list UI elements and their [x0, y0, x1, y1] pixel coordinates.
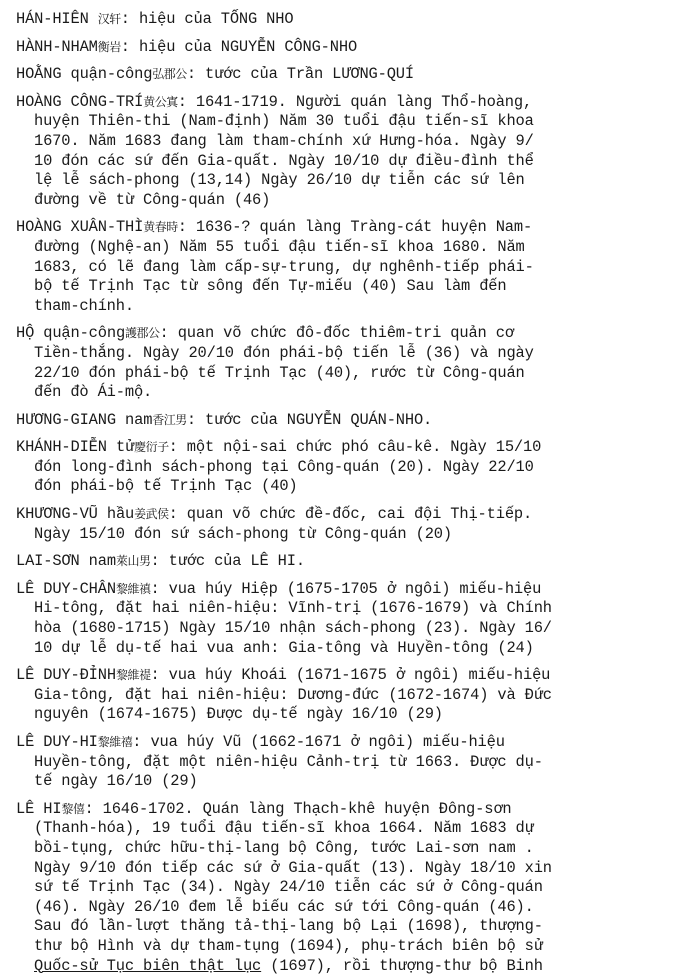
text-segment: 1670. Năm 1683 đang làm tham-chính xứ Hưng-hóa. Ngày 9/	[34, 131, 534, 150]
entry-text-line	[16, 957, 690, 976]
text-segment: : tước của NGUYỄN QUÁN-NHO.	[186, 410, 433, 429]
entry-headline	[16, 218, 690, 238]
text-segment: : vua húy Khoái (1671-1675 ở ngôi) miếu-hiệu	[150, 666, 551, 685]
underlined-title: Quốc-sử Tục biên thật lục	[34, 956, 262, 975]
han-characters: 慶衍子	[134, 440, 169, 455]
text-segment: HƯƠNG-GIANG nam	[16, 410, 153, 429]
text-segment: tham-chính.	[34, 296, 134, 315]
text-segment: LAI-SƠN nam	[16, 552, 116, 571]
text-segment: Ngày 15/10 đón sứ sách-phong từ Công-quán (20)	[34, 524, 452, 543]
text-segment: : quan võ chức đô-đốc thiêm-tri quản cơ	[159, 324, 514, 343]
text-segment: HOẰNG quận-công	[16, 65, 153, 84]
text-segment: đón phái-bộ tế Trịnh Tạc (40)	[34, 477, 298, 496]
entry-text-line	[16, 277, 690, 297]
entry-headline	[16, 505, 690, 525]
entry-text-line	[16, 859, 690, 879]
entry-text-line	[16, 686, 690, 706]
glossary-entry	[16, 800, 690, 976]
glossary-entry	[16, 218, 690, 316]
text-segment: bộ tế Trịnh Tạc từ sông đến Tự-miếu (40) Sau làm đến	[34, 277, 507, 296]
entry-headline	[16, 10, 690, 30]
entry-text-line	[16, 917, 690, 937]
text-segment: 10 dự lễ dụ-tế hai vua anh: Gia-tông và Huyền-tông (24)	[34, 638, 534, 657]
text-segment: KHÁNH-DIỄN tử	[16, 438, 135, 457]
entry-text-line	[16, 639, 690, 659]
han-characters: 黎維禔	[115, 668, 151, 683]
entry-headline	[16, 438, 690, 458]
entry-text-line	[16, 238, 690, 258]
glossary-entry	[16, 65, 690, 85]
han-characters: 黄春時	[143, 220, 178, 235]
text-segment: LÊ DUY-ĐỈNH	[16, 666, 116, 685]
glossary-entry	[16, 324, 690, 402]
han-characters: 黎維禧	[97, 735, 133, 749]
text-segment: đường về từ Công-quán (46)	[34, 190, 271, 209]
entry-text-line	[16, 297, 690, 317]
entry-text-line	[16, 458, 690, 478]
han-characters: 萊山男	[115, 554, 151, 569]
text-segment: : 1636-? quán làng Tràng-cát huyện Nam-	[177, 218, 533, 237]
text-segment: KHƯƠNG-VŨ hầu	[16, 505, 135, 524]
han-characters: 汉轩	[97, 12, 121, 26]
entry-text-line	[16, 344, 690, 364]
han-characters: 黎僖	[61, 801, 85, 816]
text-segment: sứ tế Trịnh Tạc (34). Ngày 24/10 tiễn các sứ ở Công-quán	[34, 878, 543, 897]
text-segment: : 1646-1702. Quán làng Thạch-khê huyện Đông-sơn	[84, 799, 512, 818]
text-segment: Tiền-thắng. Ngày 20/10 đón phái-bộ tiến lễ (36) và ngày	[34, 343, 534, 362]
han-characters: 衡岩	[97, 39, 121, 54]
text-segment: LÊ DUY-HI	[16, 733, 98, 751]
entry-headline	[16, 324, 690, 344]
text-segment: : 1641-1719. Người quán làng Thổ-hoàng,	[177, 92, 533, 111]
entry-text-line	[16, 112, 690, 132]
entry-headline	[16, 411, 690, 431]
entry-headline	[16, 65, 690, 85]
text-segment: 10 đón các sứ đến Gia-quất. Ngày 10/10 dự điều-đình thể	[34, 151, 534, 170]
glossary-entry	[16, 93, 690, 211]
entry-text-line	[16, 898, 690, 918]
entry-headline	[16, 552, 690, 572]
text-segment: tế ngày 16/10 (29)	[34, 772, 198, 791]
text-segment: Sau đó lần-lượt thăng tả-thị-lang bộ Lại (1698), thượng-	[34, 917, 543, 936]
text-segment: (46). Ngày 26/10 đem lễ biếu các sứ tới Công-quán (46).	[34, 897, 534, 916]
text-segment: : một nội-sai chức phó câu-kê. Ngày 15/10	[168, 438, 542, 457]
glossary-entry	[16, 411, 690, 431]
entry-text-line	[16, 878, 690, 898]
entry-text-line	[16, 819, 690, 839]
entry-text-line	[16, 477, 690, 497]
text-segment: Huyền-tông, đặt một niên-hiệu Cảnh-trị từ 1663. Được dụ-	[34, 752, 543, 771]
glossary-entry	[16, 505, 690, 544]
text-segment: 1683, có lẽ đang làm cấp-sự-trung, dự nghênh-tiếp phái-	[34, 257, 534, 276]
glossary-entry	[16, 733, 690, 792]
text-segment: bồi-tụng, chức hữu-thị-lang bộ Công, tước Lai-sơn nam .	[34, 838, 534, 857]
glossary-entry	[16, 666, 690, 725]
text-segment: HÀNH-NHAM	[16, 37, 98, 56]
text-segment: HOÀNG XUÂN-THÌ	[16, 218, 144, 237]
text-segment: đón long-đình sách-phong tại Công-quán (20). Ngày 22/10	[34, 457, 534, 476]
han-characters: 護郡公	[125, 326, 160, 341]
text-segment: (Thanh-hóa), 19 tuổi đậu tiến-sĩ khoa 1664. Năm 1683 dự	[34, 819, 534, 838]
han-characters: 黎維禛	[115, 581, 151, 596]
entry-text-line	[16, 171, 690, 191]
text-segment: HỘ quận-công	[16, 324, 126, 343]
text-segment: 22/10 đón phái-bộ tế Trịnh Tạc (40), rước từ Công-quán	[34, 363, 525, 382]
entry-text-line	[16, 753, 690, 773]
entry-headline	[16, 666, 690, 686]
glossary-entry	[16, 438, 690, 497]
text-segment: : tước của LÊ HI.	[150, 552, 305, 571]
text-segment: : hiệu của NGUYỄN CÔNG-NHO	[120, 37, 358, 56]
text-segment: Ngày 9/10 đón tiếp các sứ ở Gia-quất (13). Ngày 18/10 xin	[34, 858, 552, 877]
han-characters: 黄公寘	[143, 94, 178, 109]
text-segment: : hiệu của TỐNG NHO	[120, 10, 294, 28]
text-segment: LÊ DUY-CHÂN	[16, 579, 116, 598]
han-characters: 姜武侯	[134, 507, 169, 522]
text-segment: đường (Nghệ-an) Năm 55 tuổi đậu tiến-sĩ khoa 1680. Năm	[34, 237, 525, 256]
glossary-entry	[16, 580, 690, 658]
glossary-entry	[16, 38, 690, 58]
entry-text-line	[16, 705, 690, 725]
text-segment: Gia-tông, đặt hai niên-hiệu: Dương-đức (1672-1674) và Đức	[34, 685, 552, 704]
entry-text-line	[16, 191, 690, 211]
glossary-entry	[16, 10, 690, 30]
entry-text-line	[16, 152, 690, 172]
han-characters: 弘郡公	[152, 67, 187, 82]
entry-text-line	[16, 364, 690, 384]
glossary-entry	[16, 552, 690, 572]
text-segment: nguyên (1674-1675) Được dụ-tế ngày 16/10 (29)	[34, 705, 443, 724]
entry-text-line	[16, 839, 690, 859]
text-segment: lệ lễ sách-phong (13,14) Ngày 26/10 dự tiễn các sứ lên	[34, 171, 525, 190]
text-segment: HÁN-HIÊN	[16, 10, 98, 28]
text-segment: Hi-tông, đặt hai niên-hiệu: Vĩnh-trị (1676-1679) và Chính	[34, 599, 552, 618]
text-segment: huyện Thiên-thi (Nam-định) Năm 30 tuổi đậu tiến-sĩ khoa	[34, 112, 534, 131]
entry-text-line	[16, 525, 690, 545]
text-segment: : vua húy Hiệp (1675-1705 ở ngôi) miếu-hiệu	[150, 579, 542, 598]
han-characters: 香江男	[152, 412, 187, 427]
text-segment: HOÀNG CÔNG-TRÍ	[16, 92, 144, 111]
entry-text-line	[16, 258, 690, 278]
text-segment: : vua húy Vũ (1662-1671 ở ngôi) miếu-hiệu	[132, 733, 505, 751]
entry-headline	[16, 580, 690, 600]
text-segment: : tước của Trần LƯƠNG-QUÍ	[186, 65, 414, 84]
text-segment: hòa (1680-1715) Ngày 15/10 nhận sách-phong (23). Ngày 16/	[34, 619, 552, 638]
entry-text-line	[16, 599, 690, 619]
entry-text-line	[16, 937, 690, 957]
text-segment: : quan võ chức đề-đốc, cai đội Thị-tiếp.	[168, 505, 533, 524]
text-segment: LÊ HI	[16, 799, 62, 818]
text-segment: thư bộ Hình và dự tham-tụng (1694), phụ-trách biên bộ sử	[34, 936, 543, 955]
entry-text-line	[16, 132, 690, 152]
text-segment: (1697), rồi thượng-thư bộ Binh	[261, 956, 543, 975]
entry-text-line	[16, 619, 690, 639]
text-segment: đến đò Ái-mộ.	[34, 383, 153, 402]
entry-headline	[16, 93, 690, 113]
entry-headline	[16, 38, 690, 58]
entry-headline	[16, 733, 690, 753]
entry-text-line	[16, 772, 690, 792]
entry-headline	[16, 800, 690, 820]
entry-text-line	[16, 383, 690, 403]
